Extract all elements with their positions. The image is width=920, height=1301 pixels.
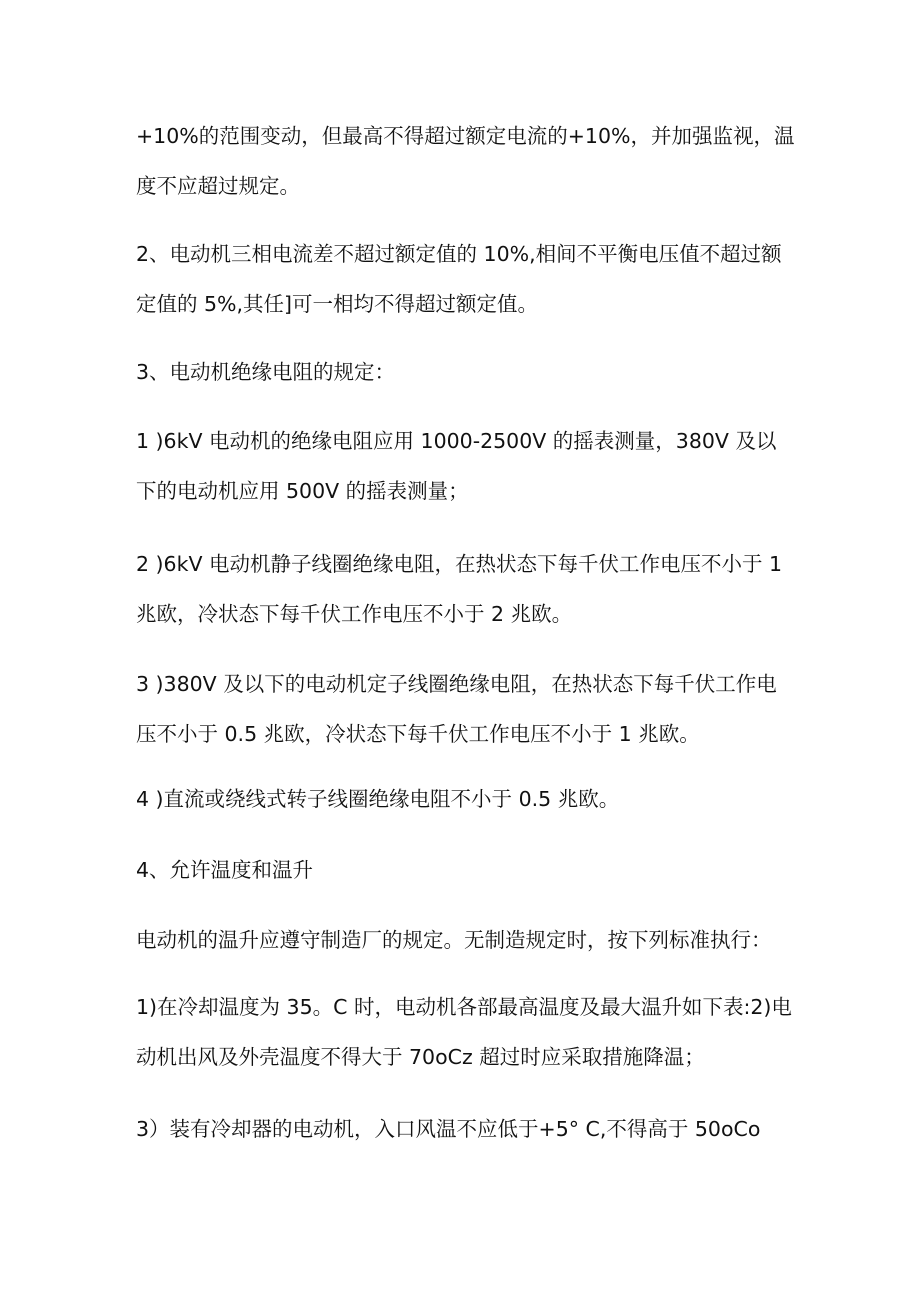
paragraph-insulation-1: 1 )6kV 电动机的绝缘电阻应用 1000-2500V 的摇表测量，380V 及以下的电动机应用 500V 的摇表测量； — [136, 429, 777, 503]
paragraph-temperature-rule: 电动机的温升应遵守制造厂的规定。无制造规定时，按下列标准执行： — [136, 928, 772, 952]
paragraph-temperature-1-2: 1)在冷却温度为 35。C 时，电动机各部最高温度及最大温升如下表:2)电动机出风及外壳温度不得大于 70oCz 超过时应采取措施降温； — [136, 995, 792, 1069]
paragraph-current-range: +10%的范围变动，但最高不得超过额定电流的+10%，并加强监视，温度不应超过规定。 — [136, 124, 795, 198]
heading-item-3-insulation: 3、电动机绝缘电阻的规定： — [136, 360, 396, 384]
paragraph-temperature-3: 3）装有冷却器的电动机，入口风温不应低于+5° C,不得高于 50oCo — [136, 1117, 761, 1141]
paragraph-insulation-3: 3 )380V 及以下的电动机定子线圈绝缘电阻，在热状态下每千伏工作电压不小于 0.5 兆欧，冷状态下每千伏工作电压不小于 1 兆欧。 — [136, 672, 777, 746]
paragraph-item-2-current-balance: 2、电动机三相电流差不超过额定值的 10%,相间不平衡电压值不超过额定值的 5%,其任]可一相均不得超过额定值。 — [136, 242, 782, 316]
paragraph-insulation-4: 4 )直流或绕线式转子线圈绝缘电阻不小于 0.5 兆欧。 — [136, 787, 620, 811]
heading-item-4-temperature: 4、允许温度和温升 — [136, 858, 314, 882]
paragraph-insulation-2: 2 )6kV 电动机静子线圈绝缘电阻，在热状态下每千伏工作电压不小于 1 兆欧，冷状态下每千伏工作电压不小于 2 兆欧。 — [136, 552, 783, 626]
